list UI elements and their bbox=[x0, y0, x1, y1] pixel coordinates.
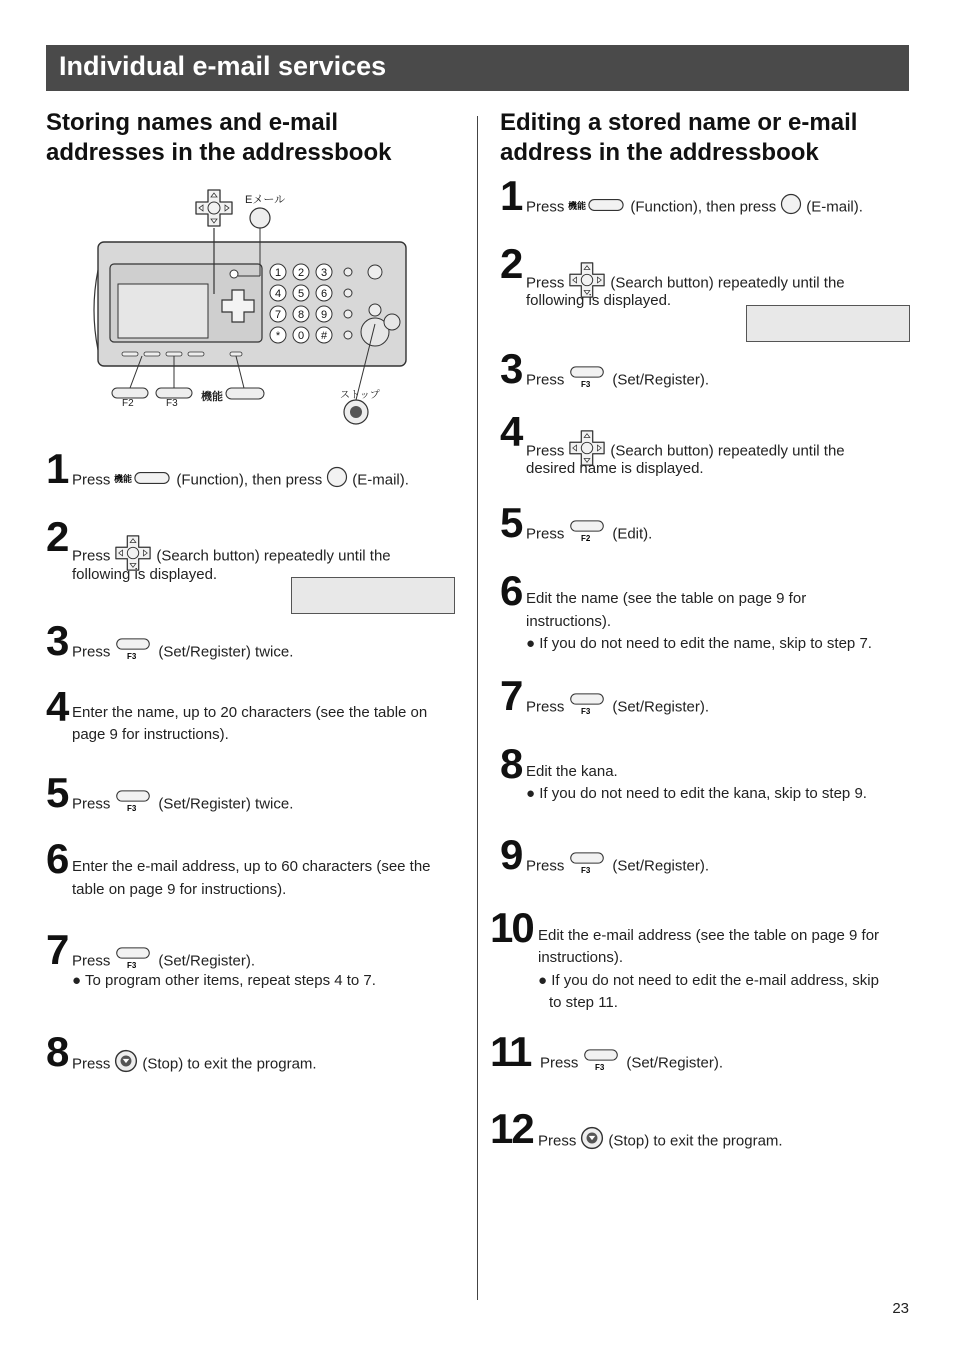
svg-text:F3: F3 bbox=[581, 866, 591, 874]
left-step-7: Press F3 (Set/Register). bbox=[72, 947, 462, 976]
svg-text:F3: F3 bbox=[127, 652, 137, 660]
left-step-4-line2: page 9 for instructions). bbox=[72, 726, 229, 743]
step-number: 5 bbox=[46, 769, 68, 816]
right-step-4: Press (Search button) repeatedly until the bbox=[526, 429, 916, 474]
lcd-display-box bbox=[746, 305, 910, 342]
left-step-2: Press (Search button) repeatedly until the bbox=[72, 534, 462, 579]
left-step-2-line2: following is displayed. bbox=[72, 566, 218, 583]
svg-text:機能: 機能 bbox=[568, 200, 587, 211]
svg-text:6: 6 bbox=[320, 288, 328, 300]
f3-key-icon bbox=[568, 693, 608, 722]
step-number: 10 bbox=[490, 904, 533, 951]
right-step-12: Press (Stop) to exit the program. bbox=[538, 1126, 928, 1157]
step-number: 9 bbox=[500, 831, 522, 878]
step-number: 1 bbox=[500, 172, 522, 219]
f3-key-icon bbox=[568, 852, 608, 881]
device-label-kinou: 機能 bbox=[201, 391, 223, 403]
svg-text:4: 4 bbox=[274, 288, 282, 300]
function-key-icon bbox=[568, 197, 626, 219]
stop-key-icon bbox=[114, 1049, 138, 1080]
svg-text:F3: F3 bbox=[127, 961, 137, 969]
function-key-icon bbox=[114, 470, 172, 492]
left-step-6-line2: table on page 9 for instructions). bbox=[72, 881, 287, 898]
right-step-10-line2: instructions). bbox=[538, 949, 624, 966]
right-column bbox=[500, 108, 910, 168]
step-number: 2 bbox=[500, 240, 522, 287]
right-step-6-line2: instructions). bbox=[526, 613, 612, 630]
device-label-f3: F3 bbox=[166, 398, 178, 409]
svg-text:2: 2 bbox=[297, 267, 305, 279]
f3-key-icon bbox=[568, 366, 608, 395]
left-step-7-note: ● To program other items, repeat steps 4 to 7. bbox=[72, 972, 376, 989]
step-number: 8 bbox=[46, 1028, 68, 1075]
right-step-4-line2: desired name is displayed. bbox=[526, 460, 704, 477]
step-number: 5 bbox=[500, 499, 522, 546]
step-number: 7 bbox=[500, 672, 522, 719]
svg-text:F3: F3 bbox=[581, 707, 591, 715]
step-number: 2 bbox=[46, 513, 68, 560]
step-number: 6 bbox=[46, 835, 68, 882]
svg-text:9: 9 bbox=[320, 309, 328, 321]
step-number: 12 bbox=[490, 1105, 533, 1152]
right-step-6: Edit the name (see the table on page 9 for bbox=[526, 590, 807, 607]
f3-key-icon bbox=[114, 638, 154, 667]
svg-text:7: 7 bbox=[274, 309, 282, 321]
svg-text:機能: 機能 bbox=[114, 473, 133, 484]
right-step-6-note: ● If you do not need to edit the name, skip to step 7. bbox=[526, 635, 872, 652]
step-number: 4 bbox=[46, 683, 68, 730]
svg-text:5: 5 bbox=[297, 288, 305, 300]
page-number: 23 bbox=[892, 1300, 909, 1317]
right-step-11: Press F3 (Set/Register). bbox=[540, 1049, 930, 1078]
svg-text:F3: F3 bbox=[127, 804, 137, 812]
svg-text:F3: F3 bbox=[595, 1063, 605, 1071]
stop-key-icon bbox=[580, 1126, 604, 1157]
svg-text:*: * bbox=[275, 330, 281, 342]
svg-text:1: 1 bbox=[274, 267, 282, 279]
step-number: 11 bbox=[490, 1028, 531, 1075]
left-step-1: Press 機能 (Function), then press (E-mail). bbox=[72, 466, 462, 495]
section-banner: Individual e-mail services bbox=[46, 45, 909, 91]
right-step-7: Press F3 (Set/Register). bbox=[526, 693, 916, 722]
left-column bbox=[46, 108, 456, 168]
step-number: 3 bbox=[46, 617, 68, 664]
step-number: 7 bbox=[46, 926, 68, 973]
left-step-4: Enter the name, up to 20 characters (see the table on bbox=[72, 704, 428, 721]
svg-text:0: 0 bbox=[297, 330, 305, 342]
right-step-5: Press F2 (Edit). bbox=[526, 520, 916, 549]
device-label-f2: F2 bbox=[122, 398, 134, 409]
svg-text:F3: F3 bbox=[581, 380, 591, 388]
right-heading-line2: address in the addressbook bbox=[500, 139, 819, 166]
right-step-2-line2: following is displayed. bbox=[526, 292, 672, 309]
column-divider bbox=[477, 116, 478, 1300]
right-step-10-note: ● If you do not need to edit the e-mail address, skip bbox=[538, 972, 879, 989]
right-step-8-note: ● If you do not need to edit the kana, skip to step 9. bbox=[526, 785, 867, 802]
right-step-10-note-line2: to step 11. bbox=[549, 994, 618, 1011]
left-step-6: Enter the e-mail address, up to 60 characters (see the bbox=[72, 858, 431, 875]
f2-key-icon bbox=[568, 520, 608, 549]
f3-key-icon bbox=[582, 1049, 622, 1078]
right-step-8: Edit the kana. bbox=[526, 763, 618, 780]
right-step-2: Press (Search button) repeatedly until the bbox=[526, 261, 916, 306]
left-step-5: Press F3 (Set/Register) twice. bbox=[72, 790, 462, 819]
svg-text:8: 8 bbox=[297, 309, 305, 321]
svg-text:3: 3 bbox=[320, 267, 328, 279]
step-number: 8 bbox=[500, 740, 522, 787]
email-key-icon bbox=[780, 193, 802, 222]
left-step-8: Press (Stop) to exit the program. bbox=[72, 1049, 462, 1080]
lcd-display-box bbox=[291, 577, 455, 614]
left-heading-line2: addresses in the addressbook bbox=[46, 139, 392, 166]
right-step-10: Edit the e-mail address (see the table on page 9 for bbox=[538, 927, 880, 944]
right-step-9: Press F3 (Set/Register). bbox=[526, 852, 916, 881]
left-heading-line1: Storing names and e-mail bbox=[46, 109, 339, 136]
svg-text:#: # bbox=[320, 330, 328, 342]
left-step-3: Press F3 (Set/Register) twice. bbox=[72, 638, 462, 667]
right-heading-line1: Editing a stored name or e-mail bbox=[500, 109, 858, 136]
right-step-3: Press F3 (Set/Register). bbox=[526, 366, 916, 395]
step-number: 4 bbox=[500, 408, 522, 455]
svg-text:F2: F2 bbox=[581, 534, 591, 542]
step-number: 3 bbox=[500, 345, 522, 392]
step-number: 6 bbox=[500, 567, 522, 614]
device-label-stop: ストップ bbox=[340, 390, 380, 401]
device-label-email: Eメール bbox=[245, 194, 286, 206]
f3-key-icon bbox=[114, 790, 154, 819]
right-step-1: Press 機能 (Function), then press (E-mail). bbox=[526, 193, 916, 222]
email-key-icon bbox=[326, 466, 348, 495]
step-number: 1 bbox=[46, 445, 68, 492]
